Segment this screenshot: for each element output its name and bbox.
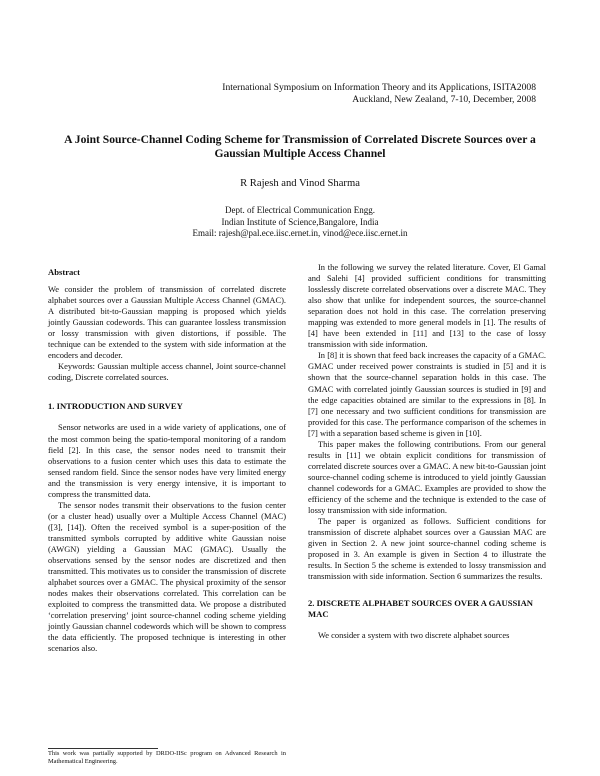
author-affiliation bbox=[0, 205, 600, 240]
section-2-heading: 2. DISCRETE ALPHABET SOURCES OVER A GAUSSIAN MAC bbox=[308, 598, 534, 620]
abstract-body: We consider the problem of transmission of correlated discrete alphabet sources over a Gaussian Multiple Access Channel (GMAC). A distributed bit-to-Gaussian mapping is proposed which yields jointly Gaussian codewords. This can guarantee lossless transmission or lossy transmission with given distortions, if possible. The technique can be extended to the system with side information at the encoders and decoder. bbox=[48, 284, 286, 361]
conference-name: International Symposium on Information Theory and its Applications, ISITA2008 bbox=[222, 82, 536, 93]
conference-header bbox=[222, 82, 536, 106]
left-column bbox=[48, 267, 286, 654]
section-1-paragraph: In [8] it is shown that feed back increases the capacity of a GMAC. GMAC under received power constraints is studied in [5] and it is shown that the source-channel separation holds in this case. The GMAC with correlated jointly Gaussian sources is studied in [9] and the edge capacities obtained are similar to the expressions in [8]. In [7] one necessary and two sufficient conditions for transmission are provided for this case. The performance comparison of the schemes in [7] with a separation based scheme is given in [10]. bbox=[308, 350, 546, 438]
section-1-paragraph: Sensor networks are used in a wide variety of applications, one of the most common being the spatio-temporal monitoring of a random field [2]. In this case, the sensor nodes need to transmit their observations to a fusion center which uses this data to estimate the sensed random field. Since the sensor nodes have very limited energy and the transmission is very energy intensive, it is important to compress the transmitted data. bbox=[48, 422, 286, 499]
affiliation-institute: Indian Institute of Science,Bangalore, India bbox=[221, 216, 379, 227]
section-1-paragraph: In the following we survey the related literature. Cover, El Gamal and Salehi [4] provided sufficient conditions for transmitting losslessly discrete correlated observations over a discrete MAC. They also show that unlike for independent sources, the source-channel separation does not hold in this case. The correlation preserving mapping was extended to more general models in [1]. The results of [4] have been extended in [11] and [13] to the case of lossy transmission with side information. bbox=[308, 262, 546, 350]
abstract-heading: Abstract bbox=[48, 267, 80, 277]
footnote-divider bbox=[48, 748, 158, 749]
section-1-paragraph: The paper is organized as follows. Sufficient conditions for transmission of discrete alphabet sources over a Gaussian MAC are given in Section 2. A new joint source-channel coding scheme is proposed in 3. An example is given in Section 4 to illustrate the results. In Section 5 the scheme is extended to lossy transmission and transmission with side information. Section 6 summarizes the results. bbox=[308, 516, 546, 582]
footnote: This work was partially supported by DRDO-IISc program on Advanced Research in Mathematical Engineering. bbox=[48, 750, 286, 765]
section-1-heading: 1. INTRODUCTION AND SURVEY bbox=[48, 401, 183, 412]
paper-title: A Joint Source-Channel Coding Scheme for Transmission of Correlated Discrete Sources over a Gaussian Multiple Access Channel bbox=[64, 133, 536, 160]
conference-location: Auckland, New Zealand, 7-10, December, 2008 bbox=[352, 94, 536, 105]
section-2-first-line: We consider a system with two discrete alphabet sources bbox=[318, 630, 510, 641]
right-column bbox=[308, 262, 546, 641]
section-1-paragraph: The sensor nodes transmit their observations to the fusion center (or a cluster head) usually over a Multiple Access Channel (MAC) ([3], [14]). Often the received symbol is a super-position of the transmitted symbols corrupted by additive white Gaussian noise (AWGN) yielding a Gaussian MAC (GMAC). Usually the observations sensed by the sensor nodes are discretized and then transmitted. This motivates us to consider the transmission of discrete alphabet sources over a GMAC. The physical proximity of the sensor nodes makes their observations correlated. This correlation can be exploited to compress the transmitted data. We propose a distributed ‘correlation preserving’ joint source-channel coding scheme yielding jointly Gaussian channel codewords which will be shown to compress the data efficiently. The proposed technique is interesting in other scenarios also. bbox=[48, 499, 286, 654]
affiliation-email: Email: rajesh@pal.ece.iisc.ernet.in, vinod@ece.iisc.ernet.in bbox=[192, 228, 408, 238]
abstract-keywords: Keywords: Gaussian multiple access channel, Joint source-channel coding, Discrete correlated sources. bbox=[48, 361, 286, 383]
section-1-paragraph: This paper makes the following contributions. From our general results in [11] we obtain explicit conditions for transmission of correlated discrete sources over a GMAC. A new bit-to-Gaussian joint source-channel coding scheme is introduced to yield jointly Gaussian channel codewords for a GMAC. Examples are provided to show the efficiency of the scheme and the technique is extended to the case of lossy transmission with side information. bbox=[308, 438, 546, 516]
affiliation-department: Dept. of Electrical Communication Engg. bbox=[225, 205, 375, 215]
paper-authors: R Rajesh and Vinod Sharma bbox=[240, 178, 360, 189]
